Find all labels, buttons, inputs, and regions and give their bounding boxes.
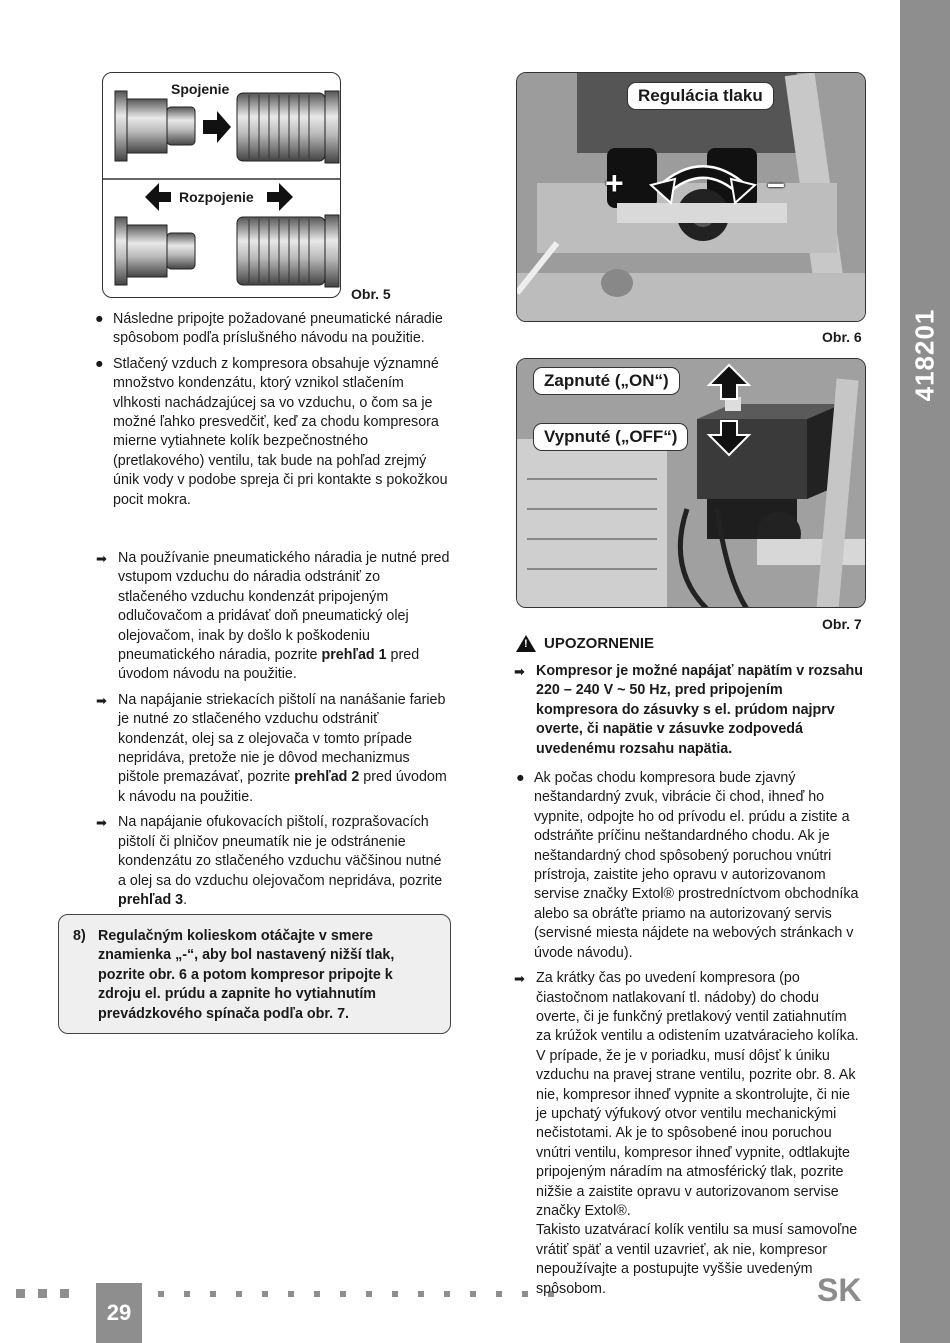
figure-5-caption: Obr. 5 — [351, 286, 391, 302]
figure-7 — [516, 358, 866, 608]
list-item: ➡ Na používanie pneumatického náradia je nutné pred vstupom vzduchu do náradia odstrániť zo stlačeného vzduchu kondenzát pripojeným odlučovačom a pridávať doň pneumatický olej olejovačom, inak by došlo k poškodeniu pneumatického náradia, pozrite prehľad 1 pred úvodom návodu na použitie. — [96, 550, 450, 683]
footer-dot — [392, 1291, 398, 1297]
list-item: ➡ Na napájanie ofukovacích pištolí, rozprašovacích pištolí či plničov pneumatík nie je odstránenie kondenzátu zo stlačeného vzduchu väčšinou nutné a olej sa do vzduchu olejovačom nepridáva, pozrite prehľad 3. — [96, 814, 443, 908]
footer-square — [38, 1289, 47, 1298]
arrow-right-icon: ➡ — [514, 971, 525, 987]
step-text: Regulačným kolieskom otáčajte v smere znamienka „-“, aby bol nastavený nižší tlak, pozrite obr. 6 a potom kompresor pripojte k zdroju el. prúdu a zapnite ho vytiahnutím prevádzkového spínača podľa obr. 7. — [98, 928, 395, 1022]
footer-dot — [288, 1291, 294, 1297]
footer-square — [16, 1289, 25, 1298]
footer-dot — [444, 1291, 450, 1297]
figure-5 — [102, 72, 341, 298]
plus-sign: + — [605, 165, 624, 201]
arrow-right-icon: ➡ — [96, 692, 107, 708]
footer-dot — [210, 1291, 216, 1297]
pressure-regulator-photo — [517, 73, 866, 322]
footer-dot — [262, 1291, 268, 1297]
step-number: 8) — [73, 928, 86, 944]
arrow-right-icon: ➡ — [96, 815, 107, 831]
list-item: ➡ Na napájanie striekacích pištolí na nanášanie farieb je nutné zo stlačeného vzduchu odstrániť kondenzát, olej sa z olejovača v tomto prípade nepridáva, pretože nie je dôvod mechanizmus pištole premazávať, pozrite prehľad 2 pred úvodom k návodu na použitie. — [96, 691, 447, 805]
on-off-arrows — [517, 359, 866, 608]
label-connect: Spojenie — [171, 81, 230, 97]
label-pressure-regulation: Regulácia tlaku — [627, 82, 774, 110]
arrow-right-icon: ➡ — [96, 551, 107, 566]
side-bar — [900, 0, 950, 1343]
left-bullets — [93, 310, 453, 510]
step-8-box — [58, 914, 451, 1034]
label-off: Vypnuté („OFF“) — [533, 423, 688, 451]
product-code: 418201 — [909, 308, 940, 402]
footer-square — [60, 1289, 69, 1298]
list-item: ● Ak počas chodu kompresora bude zjavný neštandardný zvuk, vibrácie či chod, ihneď ho vypnite, odpojte ho od prívodu el. prúdu a zistite a odstráňte príčinu neštandardného chodu. Ak je neštandardný chod spôsobený poruchou vnútri prístroja, zaistite jeho opravu v autorizovanom servise značky Extol® prostredníctvom obchodníka alebo sa obráťte priamo na autorizovaný servis (servisné miesta nájdete na webových stránkach v úvode návodu). — [516, 770, 859, 961]
footer-dot — [236, 1291, 242, 1297]
warning-icon: ! — [516, 635, 536, 652]
page-number: 29 — [96, 1283, 142, 1343]
footer-dot — [158, 1291, 164, 1297]
warning-heading: ! UPOZORNENIE — [516, 635, 654, 652]
footer-dot — [496, 1291, 502, 1297]
footer-dot — [314, 1291, 320, 1297]
warning-content — [514, 662, 864, 1299]
list-item: ● Stlačený vzduch z kompresora obsahuje významné množstvo kondenzátu, ktorý vznikol stlačením vlhkosti nachádzajúcej sa vo vzduchu, o čom sa je možné ľahko presvedčiť, keď za chodu kompresora mierne vytiahnete kolík bezpečnostného (pretlakového) ventilu, tak bude na pohľad zrejmý únik vody v podobe spreja či pri kontakte s pokožkou pocit mokra. — [95, 355, 448, 508]
arrow-right-icon: ➡ — [514, 664, 525, 679]
figure-7-caption: Obr. 7 — [822, 616, 862, 632]
list-item: ➡ Za krátky čas po uvedení kompresora (po čiastočnom natlakovaní tl. nádoby) do chodu overte, či je funkčný pretlakový ventil zatiahnutím za krúžok ventilu a odistením uzatváracieho kolíka. V prípade, že je v poriadku, musí dôjsť k úniku vzduchu na pravej strane ventilu, pozrite obr. 8. Ak nie, kompresor ihneď vypnite a skontrolujte, či nie je upchatý výfukový otvor ventilu mechanickými nečistotami. Ak je to spôsobené inou poruchou vnútri ventilu, kompresor ihneď vypnite, odtlakujte pripojeným náradím na atmosférický tlak, pozrite nižšie a zaistite opravu v autorizovanom servise značky Extol®. Takisto uzatvárací kolík ventilu sa musí samovoľne vrátiť späť a ventil uzavrieť, ak nie, kompresor nepoužívajte a postupujte vyššie uvedeným spôsobom. — [514, 970, 859, 1297]
list-item: ● Následne pripojte požadované pneumatické náradie spôsobom podľa príslušného návodu na použitie. — [95, 311, 443, 347]
label-disconnect: Rozpojenie — [179, 189, 254, 205]
figure-6 — [516, 72, 866, 322]
connector-illustration — [103, 73, 341, 298]
left-arrow-items — [96, 549, 451, 910]
footer-dot — [366, 1291, 372, 1297]
footer-dot — [184, 1291, 190, 1297]
language-code: SK — [817, 1272, 862, 1308]
label-on: Zapnuté („ON“) — [533, 367, 680, 395]
footer-dot — [340, 1291, 346, 1297]
list-item: ➡ Kompresor je možné napájať napätím v rozsahu 220 – 240 V ~ 50 Hz, pred pripojením kompresora do zásuvky s el. prúdom najprv overte, či napätie v zásuvke zodpovedá uvedenému rozsahu napätia. — [514, 663, 864, 757]
figure-6-caption: Obr. 6 — [822, 329, 862, 345]
minus-sign: – — [767, 165, 785, 201]
footer-dot — [470, 1291, 476, 1297]
footer-dot — [418, 1291, 424, 1297]
